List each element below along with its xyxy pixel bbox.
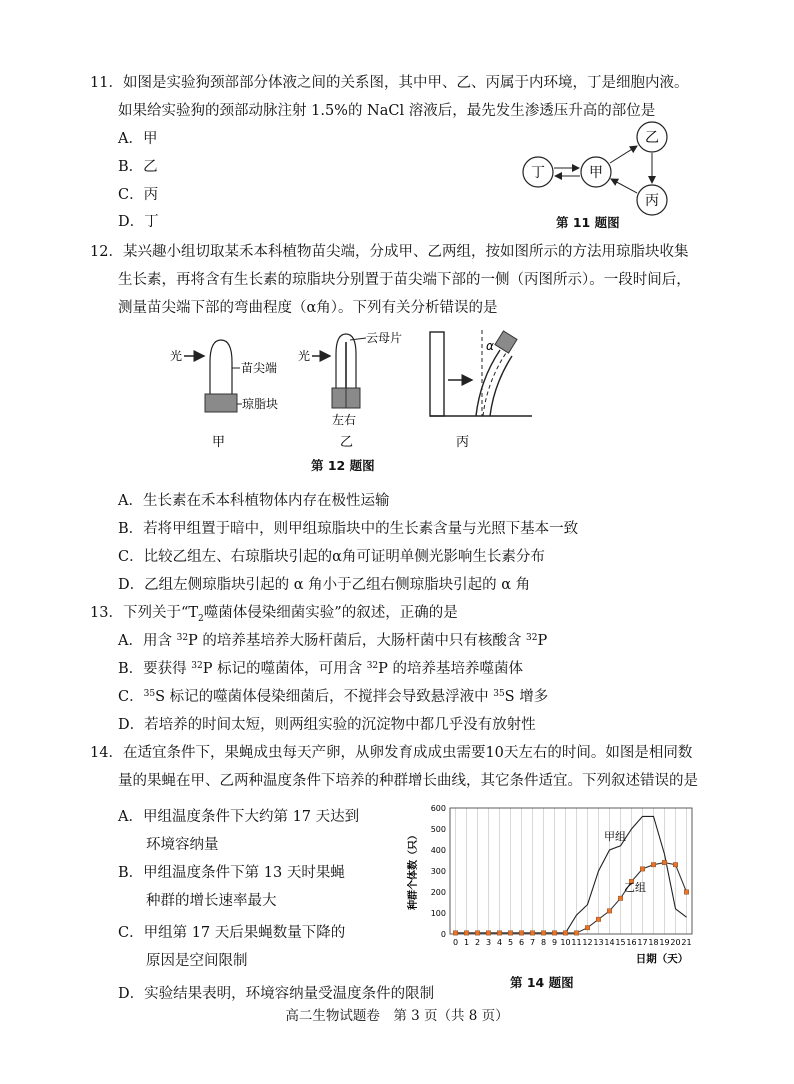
- data-point-yi: [607, 909, 611, 913]
- data-point-yi: [596, 917, 600, 921]
- x-tick-label: 19: [659, 938, 670, 947]
- panel-label-yi: 乙: [340, 435, 354, 450]
- data-point-yi: [563, 931, 567, 935]
- x-tick-label: 7: [529, 938, 536, 947]
- data-point-yi: [530, 931, 534, 935]
- q12-option-d: D．乙组左侧琼脂块引起的 α 角小于乙组右侧琼脂块引起的 α 角: [118, 577, 531, 593]
- q14-option-b-line1: B．甲组温度条件下第 13 天时果蝇: [118, 865, 345, 881]
- plot-frame: [450, 808, 692, 934]
- q12-figure: [160, 322, 540, 452]
- y-tick-label: 0: [440, 930, 446, 939]
- data-point-yi: [464, 931, 468, 935]
- q12-stem-line1: 12．某兴趣小组切取某禾本科植物苗尖端，分成甲、乙两组，按如图所示的方法用琼脂块收集: [90, 244, 689, 260]
- x-tick-label: 16: [626, 938, 637, 947]
- node-yi-label: 乙: [645, 130, 659, 146]
- data-point-yi: [552, 931, 556, 935]
- data-point-yi: [475, 931, 479, 935]
- q11-caption: 第 11 题图: [556, 215, 620, 230]
- x-tick-label: 14: [604, 938, 615, 947]
- q12-caption: 第 12 题图: [311, 458, 375, 473]
- y-tick-label: 100: [430, 909, 446, 918]
- data-point-yi: [497, 931, 501, 935]
- q12-stem-line3: 测量苗尖端下部的弯曲程度（α角）。下列有关分析错误的是: [118, 300, 498, 316]
- arrow-bing-to-jia: [611, 179, 637, 193]
- q14-option-a-line1: A．甲组温度条件下大约第 17 天达到: [118, 809, 360, 825]
- series-line-jia: [456, 816, 687, 933]
- x-tick-label: 11: [571, 938, 582, 947]
- agar-block-jia: [205, 394, 237, 412]
- x-tick-label: 3: [485, 938, 492, 947]
- data-point-yi: [618, 896, 622, 900]
- q12-option-c: C．比较乙组左、右琼脂块引起的α角可证明单侧光影响生长素分布: [118, 549, 545, 565]
- q14-option-a-line2: 环境容纳量: [146, 837, 219, 853]
- q14-option-c-line1: C．甲组第 17 天后果蝇数量下降的: [118, 925, 346, 941]
- y-tick-label: 400: [430, 846, 446, 855]
- seedling-bing-right-edge: [490, 356, 512, 416]
- q14-stem-line2: 量的果蝇在甲、乙两种温度条件下培养的种群增长曲线，其它条件适宜。下列叙述错误的是: [118, 773, 698, 789]
- x-tick-label: 6: [518, 938, 525, 947]
- x-tick-label: 21: [681, 938, 692, 947]
- x-tick-label: 8: [540, 938, 547, 947]
- series-label-jia: 甲组: [604, 830, 626, 843]
- x-tick-label: 5: [507, 938, 514, 947]
- q14-option-d: D．实验结果表明，环境容纳量受温度条件的限制: [118, 986, 435, 1002]
- q13-option-a: A．用含 $^{32}$P 的培养基培养大肠杆菌后，大肠杆菌中只有核酸含 $^{32}$P: [118, 633, 548, 649]
- x-tick-label: 1: [463, 938, 470, 947]
- x-tick-label: 12: [582, 938, 593, 947]
- q13-option-b: B．要获得 $^{32}$P 标记的噬菌体，可用含 $^{32}$P 的培养基培养噬菌体: [118, 661, 524, 677]
- q14-option-b-line2: 种群的增长速率最大: [146, 893, 277, 909]
- data-point-yi: [519, 931, 523, 935]
- x-tick-label: 9: [551, 938, 558, 947]
- node-ding-label: 丁: [531, 165, 545, 181]
- chart-y-axis-label: 种群个体数（只）: [408, 830, 419, 910]
- x-tick-label: 18: [648, 938, 659, 947]
- q12-option-b: B．若将甲组置于暗中，则甲组琼脂块中的生长素含量与光照下基本一致: [118, 521, 579, 537]
- page-footer: 高二生物试题卷 第 3 页（共 8 页）: [285, 1008, 509, 1024]
- q13-option-d: D．若培养的时间太短，则两组实验的沉淀物中都几乎没有放射性: [118, 717, 536, 733]
- x-tick-label: 10: [560, 938, 571, 947]
- data-point-yi: [684, 890, 688, 894]
- data-point-yi: [651, 863, 655, 867]
- x-tick-label: 4: [496, 938, 503, 947]
- tip-label: 苗尖端: [241, 361, 278, 375]
- agar-block-bing: [495, 331, 517, 353]
- y-tick-label: 300: [430, 867, 446, 876]
- q12-option-a: A．生长素在禾本科植物体内存在极性运输: [118, 493, 390, 509]
- x-tick-label: 0: [452, 938, 459, 947]
- seedling-bing-left-edge: [476, 350, 500, 416]
- seedling-tip-jia: [210, 340, 232, 394]
- q13-stem: 13．下列关于“$T_2$噬菌体侵染细菌实验”的叙述，正确的是: [90, 605, 458, 624]
- q14-option-c-line2: 原因是空间限制: [146, 953, 248, 969]
- panel-label-bing: 丙: [456, 435, 470, 450]
- panel-label-jia: 甲: [212, 435, 226, 450]
- q13-option-c: C．$^{35}$S 标记的噬菌体侵染细菌后，不搅拌会导致悬浮液中 $^{35}$S 增多: [118, 689, 549, 705]
- x-tick-label: 15: [615, 938, 626, 947]
- q14-stem-line1: 14．在适宜条件下，果蝇成虫每天产卵，从卵发育成成虫需要10天左右的时间。如图是相同数: [90, 745, 693, 761]
- q11-option-c: C．丙: [118, 187, 159, 203]
- data-point-yi: [574, 931, 578, 935]
- data-point-yi: [508, 931, 512, 935]
- light-label-yi: 光: [298, 349, 311, 363]
- y-tick-label: 500: [430, 825, 446, 834]
- series-label-yi: 乙组: [624, 881, 646, 894]
- data-point-yi: [662, 860, 666, 864]
- q11-stem-line1: 11．如图是实验狗颈部部分体液之间的关系图，其中甲、乙、丙属于内环境，丁是细胞内液。: [90, 75, 689, 91]
- alpha-label: α: [486, 339, 494, 353]
- mica-label: 云母片: [366, 331, 403, 345]
- data-point-yi: [640, 867, 644, 871]
- data-point-yi: [453, 931, 457, 935]
- data-point-yi: [673, 863, 677, 867]
- agar-label: 琼脂块: [242, 397, 279, 411]
- agar-block-left: [332, 388, 346, 408]
- stand-plate: [430, 332, 444, 416]
- agar-block-right: [346, 388, 360, 408]
- data-point-yi: [486, 931, 490, 935]
- light-label-jia: 光: [170, 349, 183, 363]
- q11-option-b: B．乙: [118, 159, 158, 175]
- chart-x-axis-label: 日期（天）: [635, 953, 689, 965]
- q11-option-d: D．丁: [118, 214, 159, 230]
- x-tick-label: 17: [637, 938, 648, 947]
- y-tick-label: 600: [430, 804, 446, 813]
- q11-stem-line2: 如果给实验狗的颈部动脉注射 1.5%的 NaCl 溶液后，最先发生渗透压升高的部位是: [118, 103, 656, 119]
- data-point-yi: [541, 931, 545, 935]
- arrow-jia-to-yi: [610, 146, 637, 163]
- y-tick-label: 200: [430, 888, 446, 897]
- seedling-bing-axis: [483, 353, 506, 416]
- series-line-yi: [456, 863, 687, 933]
- x-tick-label: 20: [670, 938, 681, 947]
- x-tick-label: 2: [474, 938, 481, 947]
- x-tick-label: 13: [593, 938, 604, 947]
- q11-body-fluid-diagram: [510, 120, 680, 220]
- q14-caption: 第 14 题图: [510, 975, 574, 990]
- node-jia-label: 甲: [589, 165, 603, 181]
- q12-stem-line2: 生长素，再将含有生长素的琼脂块分别置于苗尖端下部的一侧（丙图所示）。一段时间后，: [118, 272, 691, 288]
- data-point-yi: [585, 926, 589, 930]
- q11-option-a: A．甲: [118, 131, 158, 147]
- q14-growth-chart: [400, 800, 710, 965]
- left-right-label: 左右: [332, 413, 357, 427]
- node-bing-label: 丙: [645, 193, 659, 209]
